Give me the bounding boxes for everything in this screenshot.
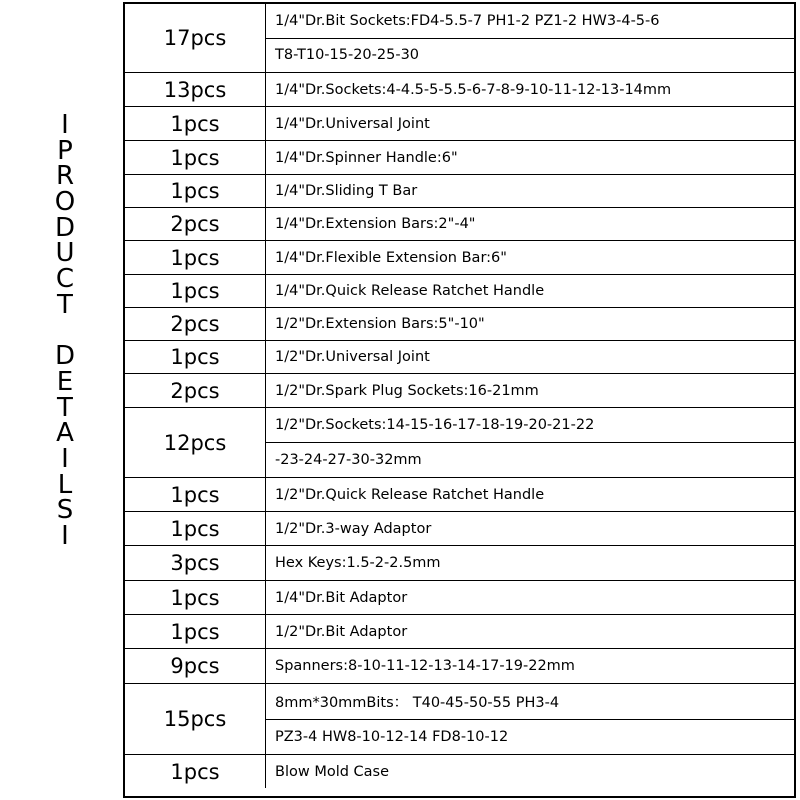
quantity-cell: 13pcs [125, 73, 266, 106]
description-line: -23-24-27-30-32mm [266, 442, 794, 477]
description-line: 8mm*30mmBits： T40-45-50-55 PH3-4 [275, 694, 560, 711]
description-cell [266, 175, 794, 207]
table-row [125, 649, 794, 684]
description-line: 1/4"Dr.Extension Bars:2"-4" [275, 216, 476, 232]
side-title-char: R [55, 161, 75, 192]
description-line: 1/4"Dr.Flexible Extension Bar:6" [275, 249, 507, 266]
description-line: 1/2"Dr.Universal Joint [275, 349, 430, 365]
description-cell [266, 275, 794, 307]
quantity-cell: 12pcs [125, 408, 266, 477]
quantity-cell: 1pcs [125, 512, 266, 545]
side-title-char: D [54, 212, 76, 243]
quantity-cell: 15pcs [125, 684, 266, 754]
description-cell [266, 73, 794, 106]
table-row [125, 684, 794, 755]
quantity-cell: 1pcs [125, 141, 266, 174]
table-row [125, 141, 794, 175]
description-line: 1/4"Dr.Sliding T Bar [275, 183, 418, 199]
quantity-cell: 1pcs [125, 581, 266, 614]
description-cell [266, 478, 794, 511]
table-row [125, 546, 794, 581]
table-row [125, 341, 794, 374]
description-cell [266, 308, 794, 340]
table-row [125, 275, 794, 308]
quantity-cell: 1pcs [125, 175, 266, 207]
table-row [125, 208, 794, 241]
description-line: 1/4"Dr.Bit Sockets:FD4-5.5-7 PH1-2 PZ1-2 HW3-4-5-6 [275, 12, 660, 29]
description-line: Spanners:8-10-11-12-13-14-17-19-22mm [275, 658, 575, 674]
table-row [125, 755, 794, 788]
table-row [125, 512, 794, 546]
description-cell [266, 649, 794, 683]
description-line: Hex Keys:1.5-2-2.5mm [275, 555, 441, 571]
quantity-cell: 1pcs [125, 275, 266, 307]
quantity-cell: 1pcs [125, 107, 266, 140]
quantity-cell: 1pcs [125, 755, 266, 788]
quantity-cell: 1pcs [125, 241, 266, 274]
description-line: 1/2"Dr.Sockets:14-15-16-17-18-19-20-21-22 [275, 417, 595, 433]
description-line: 1/2"Dr.Quick Release Ratchet Handle [275, 486, 545, 503]
description-line: 1/4"Dr.Sockets:4-4.5-5-5.5-6-7-8-9-10-11-12-13-14mm [275, 81, 672, 98]
table-row [125, 478, 794, 512]
description-cell [266, 374, 794, 407]
description-line: 1/4"Dr.Bit Adaptor [275, 589, 408, 606]
side-title-char: I [61, 521, 69, 551]
table-row [125, 4, 794, 73]
side-title-char: U [55, 238, 75, 269]
description-cell [266, 581, 794, 614]
side-title-char: I [61, 443, 69, 474]
side-title-char: T [57, 289, 73, 320]
side-title-char: L [57, 469, 73, 500]
description-line: 1/2"Dr.Bit Adaptor [275, 623, 408, 640]
table-row [125, 73, 794, 107]
side-title-char: P [57, 135, 73, 166]
quantity-cell: 17pcs [125, 4, 266, 72]
side-title-char: O [54, 187, 76, 218]
quantity-cell: 1pcs [125, 478, 266, 511]
quantity-cell: 1pcs [125, 615, 266, 648]
description-line: T8-T10-15-20-25-30 [266, 38, 794, 73]
description-cell [266, 755, 794, 788]
quantity-cell: 2pcs [125, 374, 266, 407]
product-details-table [123, 2, 796, 798]
description-cell [266, 684, 794, 754]
description-line: 1/4"Dr.Quick Release Ratchet Handle [275, 283, 545, 299]
description-cell [266, 241, 794, 274]
description-line: Blow Mold Case [275, 763, 390, 780]
quantity-cell: 3pcs [125, 546, 266, 580]
side-title-char: I [61, 110, 69, 140]
description-cell [266, 4, 794, 72]
table-row [125, 308, 794, 341]
description-cell [266, 546, 794, 580]
description-line: 1/2"Dr.Extension Bars:5"-10" [275, 316, 485, 332]
description-cell [266, 208, 794, 240]
description-cell [266, 107, 794, 140]
description-line: 1/4"Dr.Universal Joint [275, 115, 430, 132]
table-row [125, 107, 794, 141]
table-row [125, 581, 794, 615]
side-title [44, 110, 86, 551]
table-row [125, 374, 794, 408]
description-line: 1/2"Dr.Spark Plug Sockets:16-21mm [275, 382, 539, 399]
side-title-char: C [55, 264, 75, 295]
description-cell [266, 615, 794, 648]
description-cell [266, 141, 794, 174]
description-cell [266, 341, 794, 373]
side-title-char: S [56, 495, 74, 526]
table-row [125, 175, 794, 208]
description-line: 1/4"Dr.Spinner Handle:6" [275, 149, 458, 166]
description-line: PZ3-4 HW8-10-12-14 FD8-10-12 [266, 719, 794, 755]
quantity-cell: 1pcs [125, 341, 266, 373]
quantity-cell: 2pcs [125, 308, 266, 340]
table-row [125, 241, 794, 275]
side-title-char: T [57, 392, 73, 423]
description-cell [266, 512, 794, 545]
side-title-char: A [56, 418, 74, 449]
quantity-cell: 9pcs [125, 649, 266, 683]
side-title-char: D [54, 341, 76, 372]
side-title-char: E [56, 366, 74, 397]
description-cell [266, 408, 794, 477]
table-row [125, 615, 794, 649]
table-row [125, 408, 794, 478]
description-line: 1/2"Dr.3-way Adaptor [275, 520, 432, 537]
quantity-cell: 2pcs [125, 208, 266, 240]
